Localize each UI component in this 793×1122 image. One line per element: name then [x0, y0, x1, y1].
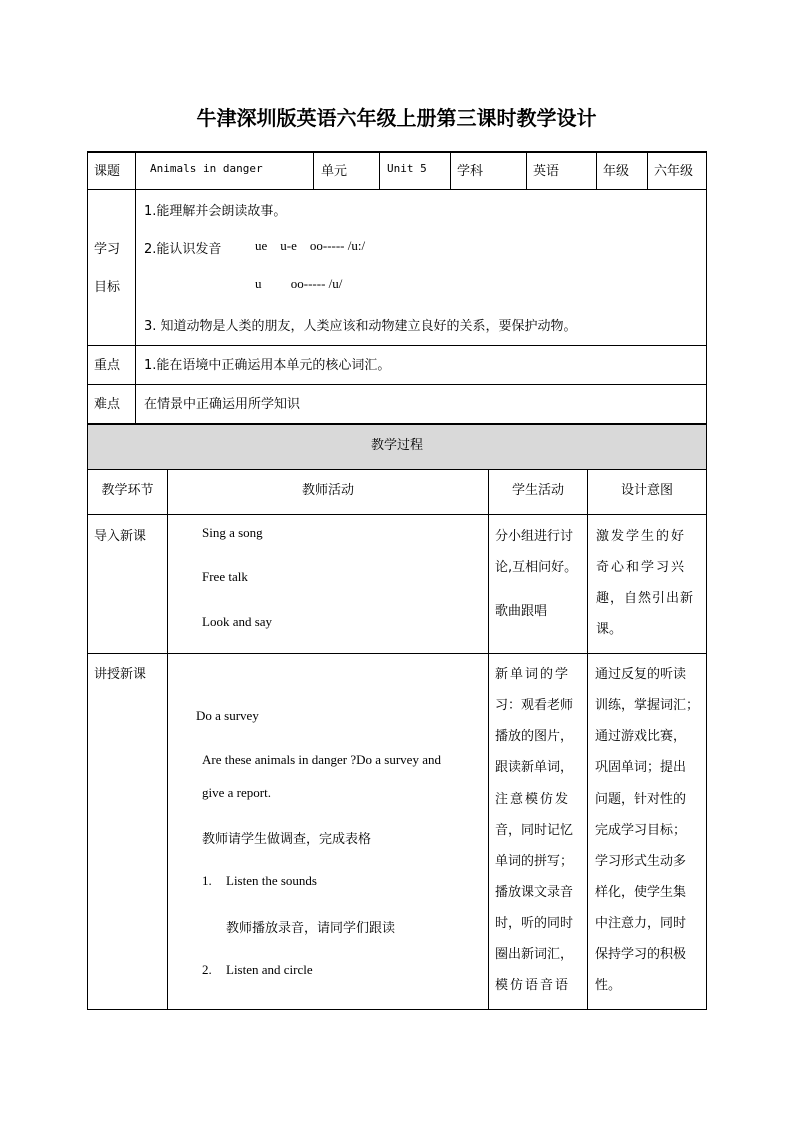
subject-value: 英语 [533, 164, 560, 179]
table-line [647, 151, 648, 189]
table-line [706, 151, 707, 1010]
design-intent: 通过反复的听读 [595, 667, 687, 682]
step-number: 2. [202, 962, 212, 977]
design-intent: 完成学习目标； [595, 823, 687, 838]
topic-label: 课题 [94, 164, 121, 179]
student-activity: 音，同时记忆 [495, 823, 574, 838]
design-intent: 中注意力，同时 [595, 916, 687, 931]
unit-value: Unit 5 [387, 162, 427, 175]
design-intent: 样化，使学生集 [595, 885, 687, 900]
student-activity: 歌曲跟唱 [495, 604, 548, 619]
phonics-sounds: u oo----- /u/ [255, 276, 343, 291]
design-intent: 通过游戏比赛， [595, 729, 687, 744]
design-intent: 性。 [595, 978, 622, 993]
phonics-sounds: ue u-e oo----- /u:/ [255, 238, 366, 253]
table-line [488, 469, 489, 1010]
table-line [379, 151, 380, 189]
table-line [526, 151, 527, 189]
teacher-activity: Look and say [202, 614, 273, 629]
design-intent: 趣，自然引出新 [596, 591, 695, 606]
table-line [450, 151, 451, 189]
design-intent: 巩固单词；提出 [595, 760, 687, 775]
stage-label: 导入新课 [94, 529, 147, 544]
column-header: 学生活动 [511, 483, 564, 498]
difficulty-label: 难点 [94, 397, 121, 412]
objective-item: 3. 知道动物是人类的朋友，人类应该和动物建立良好的关系，要保护动物。 [144, 319, 577, 334]
table-line [88, 189, 707, 190]
objectives-label: 目标 [94, 280, 121, 295]
unit-label: 单元 [321, 164, 348, 179]
table-line [135, 151, 136, 424]
table-line [596, 151, 597, 189]
stage-label: 讲授新课 [94, 667, 147, 682]
teacher-activity: Listen and circle [226, 962, 313, 977]
table-line [87, 151, 88, 1010]
key-point-text: 1.能在语境中正确运用本单元的核心词汇。 [144, 358, 391, 373]
student-activity: 跟读新单词， [495, 760, 574, 775]
process-header: 教学过程 [370, 438, 423, 453]
table-line [88, 1009, 707, 1010]
table-line [88, 514, 707, 515]
teacher-activity: 教师播放录音，请同学们跟读 [226, 921, 396, 936]
student-activity: 单词的拼写； [495, 854, 574, 869]
design-intent: 激发学生的好 [596, 529, 687, 544]
subject-label: 学科 [457, 164, 484, 179]
design-intent: 保持学习的积极 [595, 947, 687, 962]
table-line [587, 469, 588, 1010]
objective-item: 1.能理解并会朗读故事。 [144, 204, 287, 219]
step-number: 1. [202, 873, 212, 888]
column-header: 教学环节 [101, 483, 154, 498]
table-line [88, 423, 707, 425]
difficulty-text: 在情景中正确运用所学知识 [144, 397, 301, 412]
table-line [88, 151, 707, 153]
column-header: 设计意图 [620, 483, 673, 498]
table-line [88, 384, 707, 385]
column-header: 教师活动 [301, 483, 354, 498]
design-intent: 训练，掌握词汇； [595, 698, 700, 713]
teacher-activity: Listen the sounds [226, 873, 317, 888]
student-activity: 习：观看老师 [495, 698, 574, 713]
student-activity: 注意模仿发 [495, 792, 571, 807]
key-point-label: 重点 [94, 358, 121, 373]
teacher-activity: Are these animals in danger ?Do a survey and [202, 752, 441, 767]
design-intent: 课。 [596, 622, 623, 637]
student-activity: 播放课文录音 [495, 885, 574, 900]
objectives-label: 学习 [94, 242, 121, 257]
teacher-activity: Free talk [202, 569, 248, 584]
table-line [88, 653, 707, 654]
teacher-activity: Sing a song [202, 525, 263, 540]
teacher-activity: give a report. [202, 785, 271, 800]
grade-value: 六年级 [654, 164, 694, 179]
student-activity: 模仿语音语 [495, 978, 571, 993]
design-intent: 奇心和学习兴 [596, 560, 687, 575]
student-activity: 新单词的学 [495, 667, 571, 682]
student-activity: 时，听的同时 [495, 916, 574, 931]
student-activity: 圈出新词汇， [495, 947, 574, 962]
table-line [313, 151, 314, 189]
teacher-activity: 教师请学生做调查，完成表格 [202, 832, 372, 847]
grade-label: 年级 [603, 164, 630, 179]
student-activity: 播放的图片， [495, 729, 574, 744]
design-intent: 问题，针对性的 [595, 792, 687, 807]
design-intent: 学习形式生动多 [595, 854, 687, 869]
table-line [167, 469, 168, 1010]
student-activity: 分小组进行讨 [495, 529, 574, 544]
student-activity: 论,互相问好。 [495, 560, 578, 575]
topic-value: Animals in danger [150, 162, 263, 175]
table-line [88, 469, 707, 470]
objective-item: 2.能认识发音 [144, 242, 222, 257]
document-title: 牛津深圳版英语六年级上册第三课时教学设计 [196, 106, 597, 130]
teacher-activity: Do a survey [196, 708, 259, 723]
table-line [88, 345, 707, 346]
